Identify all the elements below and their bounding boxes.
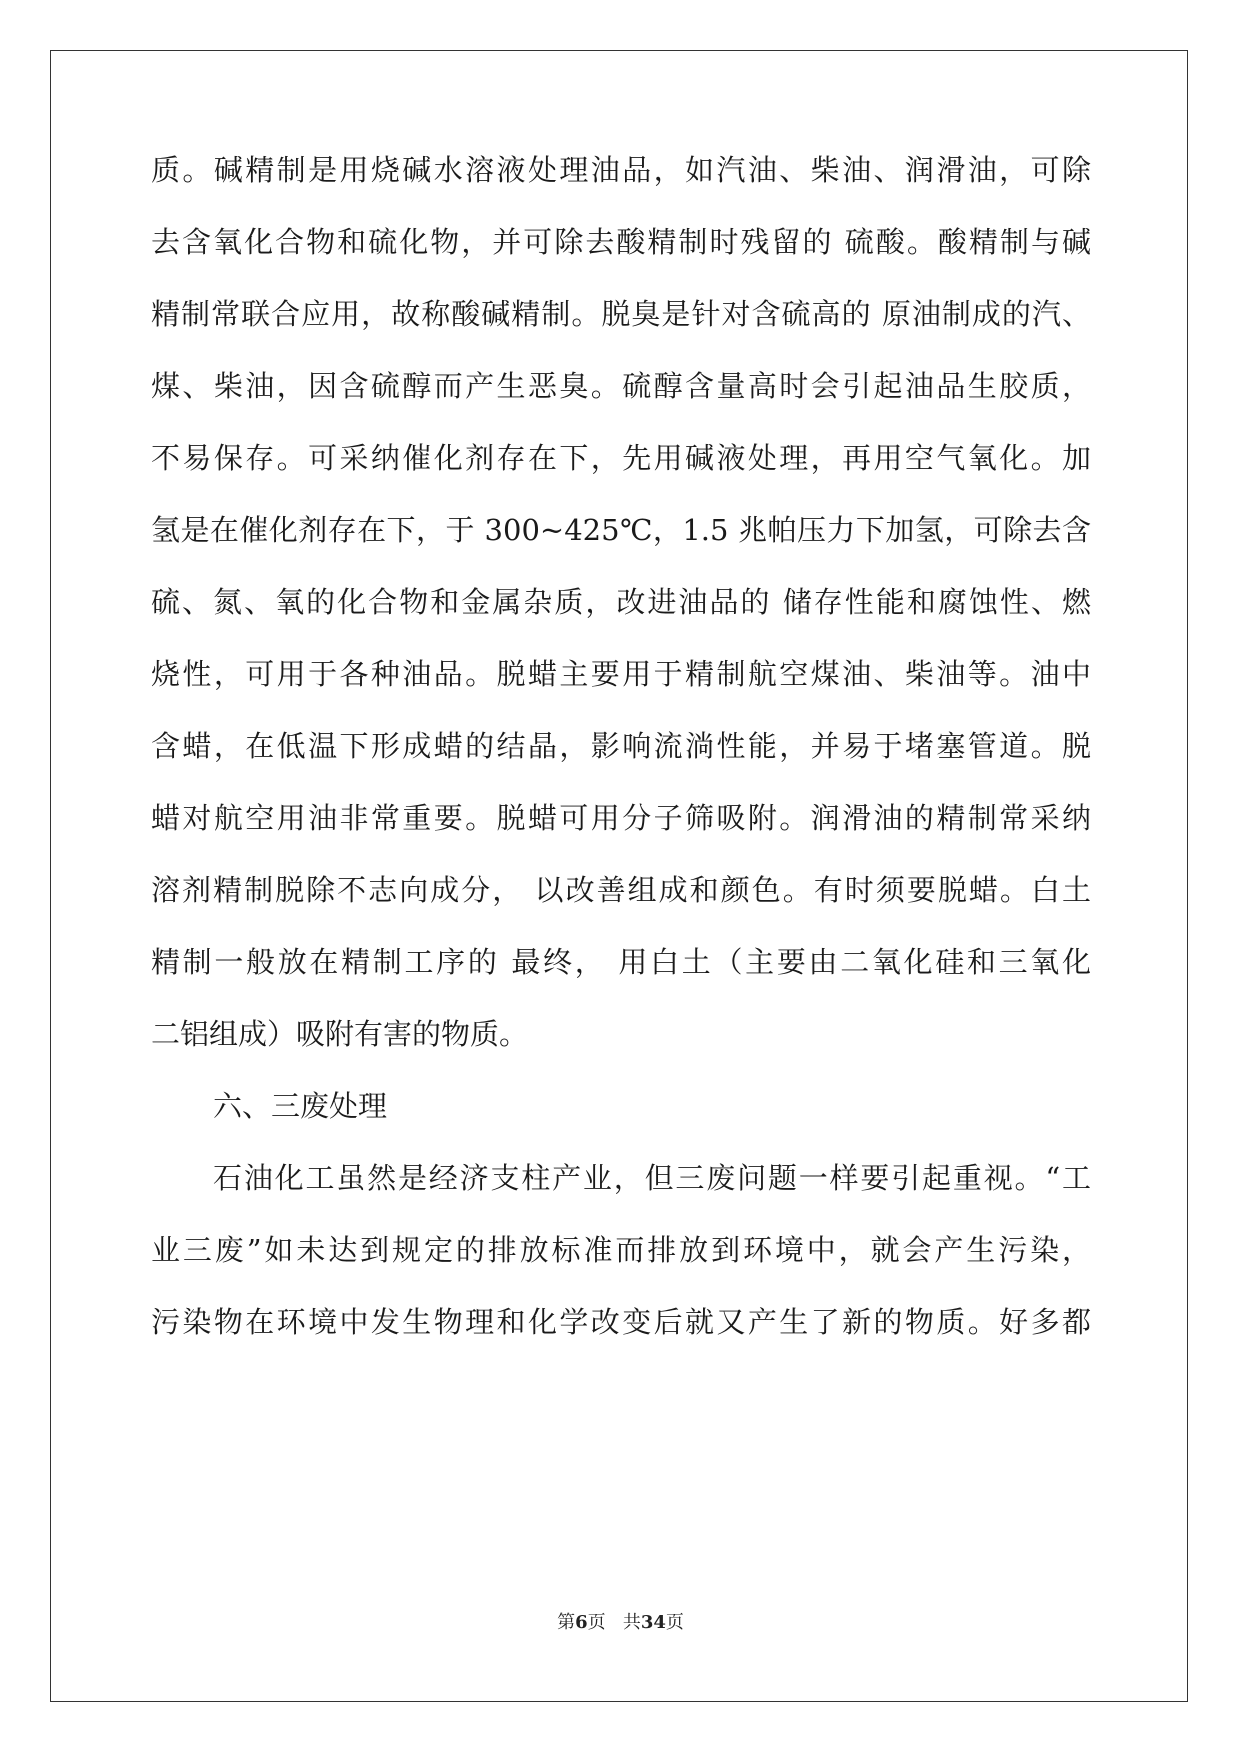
paragraph-line: 蜡对航空用油非常重要。脱蜡可用分子筛吸附。润滑油的精制常采纳: [151, 801, 1091, 835]
footer-page-suffix: 页: [587, 1612, 606, 1633]
paragraph-line: 精制一般放在精制工序的 最终， 用白土（主要由二氧化硅和三氧化: [151, 945, 1091, 979]
footer-total-suffix: 页: [665, 1612, 684, 1633]
footer-prefix: 第: [557, 1612, 576, 1633]
paragraph-line: 烧性，可用于各种油品。脱蜡主要用于精制航空煤油、柴油等。油中: [151, 657, 1091, 691]
paragraph-line: 污染物在环境中发生物理和化学改变后就又产生了新的物质。好多都: [151, 1305, 1091, 1339]
paragraph-line: 精制常联合应用，故称酸碱精制。脱臭是针对含硫高的 原油制成的汽、: [151, 297, 1091, 331]
paragraph-line: 氢是在催化剂存在下，于 300~425℃，1.5 兆帕压力下加氢，可除去含: [151, 513, 1091, 547]
paragraph-line: 石油化工虽然是经济支柱产业，但三废问题一样要引起重视。“工: [213, 1161, 1091, 1195]
footer-page-number: 6: [575, 1612, 588, 1633]
paragraph-line: 溶剂精制脱除不志向成分， 以改善组成和颜色。有时须要脱蜡。白土: [151, 873, 1091, 907]
paragraph-line: 含蜡，在低温下形成蜡的结晶，影响流淌性能，并易于堵塞管道。脱: [151, 729, 1091, 763]
paragraph-line: 二铝组成）吸附有害的物质。: [151, 1017, 529, 1051]
page-footer: [0, 1611, 1241, 1635]
footer-total-pages: 34: [640, 1612, 666, 1633]
paragraph-line: 不易保存。可采纳催化剂存在下，先用碱液处理，再用空气氧化。加: [151, 441, 1091, 475]
paragraph-line: 质。碱精制是用烧碱水溶液处理油品，如汽油、柴油、润滑油，可除: [151, 153, 1091, 187]
paragraph-line: 硫、氮、氧的化合物和金属杂质，改进油品的 储存性能和腐蚀性、燃: [151, 585, 1091, 619]
footer-total-prefix: 共: [622, 1612, 641, 1633]
section-heading: 六、三废处理: [213, 1089, 388, 1123]
paragraph-line: 业三废”如未达到规定的排放标准而排放到环境中，就会产生污染，: [151, 1233, 1091, 1267]
paragraph-line: 煤、柴油，因含硫醇而产生恶臭。硫醇含量高时会引起油品生胶质，: [151, 369, 1091, 403]
paragraph-line: 去含氧化合物和硫化物，并可除去酸精制时残留的 硫酸。酸精制与碱: [151, 225, 1091, 259]
